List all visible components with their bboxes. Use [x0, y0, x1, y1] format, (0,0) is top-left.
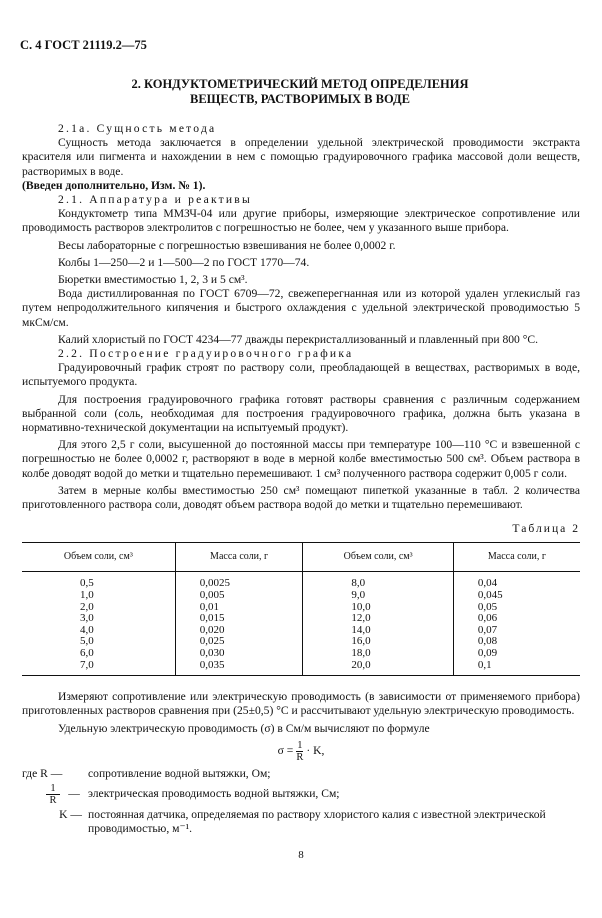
- definition-conductance-dash: —: [68, 787, 80, 801]
- page-number: 8: [298, 849, 304, 861]
- section-title-line-1: 2. КОНДУКТОМЕТРИЧЕСКИЙ МЕТОД ОПРЕДЕЛЕНИЯ: [131, 77, 469, 91]
- definition-r-text: сопротивление водной вытяжки, Ом;: [88, 766, 271, 780]
- subsection-heading-2-1: 2.1. Аппаратура и реактивы: [58, 193, 252, 207]
- definition-k: [22, 808, 580, 836]
- table-header-volume-2: Объем соли, см³: [303, 543, 453, 572]
- paragraph-graph-intro: Градуировочный график строят по раствору соли, преобладающей в веществах, растворимых в воде, испытуемого продукта.: [22, 361, 580, 389]
- definition-k-term: K —: [59, 808, 82, 822]
- amendment-note: (Введен дополнительно, Изм. № 1).: [22, 178, 206, 192]
- section-title: [20, 77, 580, 107]
- paragraph-reference-solutions: Для построения градуировочного графика готовят растворы сравнения с различным содержанием выбранной соли (соль, необходимая для построения градуировочного графика, должна быть указана в нормативно-технической документации на испытуемый продукт).: [22, 392, 580, 435]
- table-header-mass-1: Масса соли, г: [175, 543, 303, 572]
- paragraph-dilution: Затем в мерные колбы вместимостью 250 см³ помещают пипеткой указанные в табл. 2 количества приготовленного раствора соли, доводят объем раствора водой до метки и тщательно перемешивают.: [22, 483, 580, 512]
- formula-rhs: · K,: [306, 744, 325, 757]
- table-column-volume-1: 0,5 1,0 2,0 3,0 4,0 5,0 6,0 7,0: [80, 577, 94, 671]
- table-column-volume-2: 8,0 9,0 10,0 12,0 14,0 16,0 18,0 20,0: [303, 572, 453, 676]
- definition-r-term: где R —: [22, 766, 63, 780]
- paragraph-conductometer: Кондуктометр типа ММЗЧ-04 или другие приборы, измеряющие электрическое сопротивление или проводимость растворов электролитов с погрешностью не более, чем у указанного выше прибора.: [22, 207, 580, 235]
- formula-numerator: 1: [297, 739, 303, 751]
- formula-lhs: σ =: [277, 744, 294, 757]
- definition-conductance-text: электрическая проводимость водной вытяжки, См;: [88, 787, 340, 801]
- table-header-row: [22, 543, 580, 572]
- paragraph-water: Вода дистиллированная по ГОСТ 6709—72, свежеперегнанная или из которой удален углекислый газ путем непродолжительного кипячения и быстрого охлаждения с удельной электрической проводимостью 5 мкСм/см.: [22, 287, 580, 329]
- definition-conductance-numerator: 1: [46, 783, 60, 795]
- paragraph-burettes: Бюретки вместимостью 1, 2, 3 и 5 см³.: [58, 273, 248, 287]
- formula-denominator: R: [296, 751, 304, 763]
- table-header-volume-1: Объем соли, см³: [22, 543, 175, 572]
- table-column-mass-2: 0,04 0,045 0,05 0,06 0,07 0,08 0,09 0,1: [453, 572, 580, 676]
- paragraph-potassium-chloride: Калий хлористый по ГОСТ 4234—77 дважды перекристаллизованный и плавленный при 800 °С.: [58, 332, 539, 346]
- paragraph-flasks: Колбы 1—250—2 и 1—500—2 по ГОСТ 1770—74.: [58, 255, 310, 269]
- paragraph-measurement: Измеряют сопротивление или электрическую проводимость (в зависимости от применяемого прибора) приготовленных растворов сравнения при (25±0,5) °С и рассчитывают удельную электрическую проводимость.: [22, 690, 580, 718]
- formula-fraction: [296, 740, 303, 763]
- section-title-line-2: ВЕЩЕСТВ, РАСТВОРИМЫХ В ВОДЕ: [190, 92, 410, 106]
- paragraph-scales: Весы лабораторные с погрешностью взвешивания не более 0,0002 г.: [58, 238, 396, 252]
- table-2: [22, 542, 580, 676]
- definition-conductance: [22, 783, 580, 806]
- page-header: С. 4 ГОСТ 21119.2—75: [20, 38, 147, 52]
- table-caption: Таблица 2: [512, 522, 580, 536]
- table-column-mass-1: 0,0025 0,005 0,01 0,015 0,020 0,025 0,030 0,035: [175, 572, 303, 676]
- definition-k-text: постоянная датчика, определяемая по раствору хлористого калия с известной электрической проводимостью, м⁻¹.: [88, 808, 546, 836]
- subsection-heading-2-2: 2.2. Построение градуировочного графика: [58, 347, 354, 361]
- paragraph-principle: Сущность метода заключается в определении удельной электрической проводимости экстракта красителя или пигмента и нахождении в нем с помощью градуировочного графика массовой доли веществ, растворимых в воде.: [22, 136, 580, 178]
- definition-r: [22, 767, 580, 781]
- subsection-heading-2-1a: 2.1а. Сущность метода: [58, 122, 217, 135]
- paragraph-preparation: Для этого 2,5 г соли, высушенной до постоянной массы при температуре 100—110 °С и взвешенной с погрешностью не более 0,0002 г, растворяют в воде в мерной колбе вместимостью 500 см³. Объем раствора в колбе доводят водой до метки и тщательно перемешивают. 1 см³ полученного раствора содержит 0,005 г соли.: [22, 438, 580, 480]
- table-body-row: [22, 572, 580, 676]
- paragraph-formula-intro: Удельную электрическую проводимость (σ) в См/м вычисляют по формуле: [58, 721, 430, 735]
- table-header-mass-2: Масса соли, г: [453, 543, 580, 572]
- document-body: [22, 122, 580, 836]
- definition-conductance-fraction: [46, 783, 60, 806]
- conductivity-formula: [22, 740, 580, 763]
- definition-conductance-denominator: R: [49, 795, 57, 807]
